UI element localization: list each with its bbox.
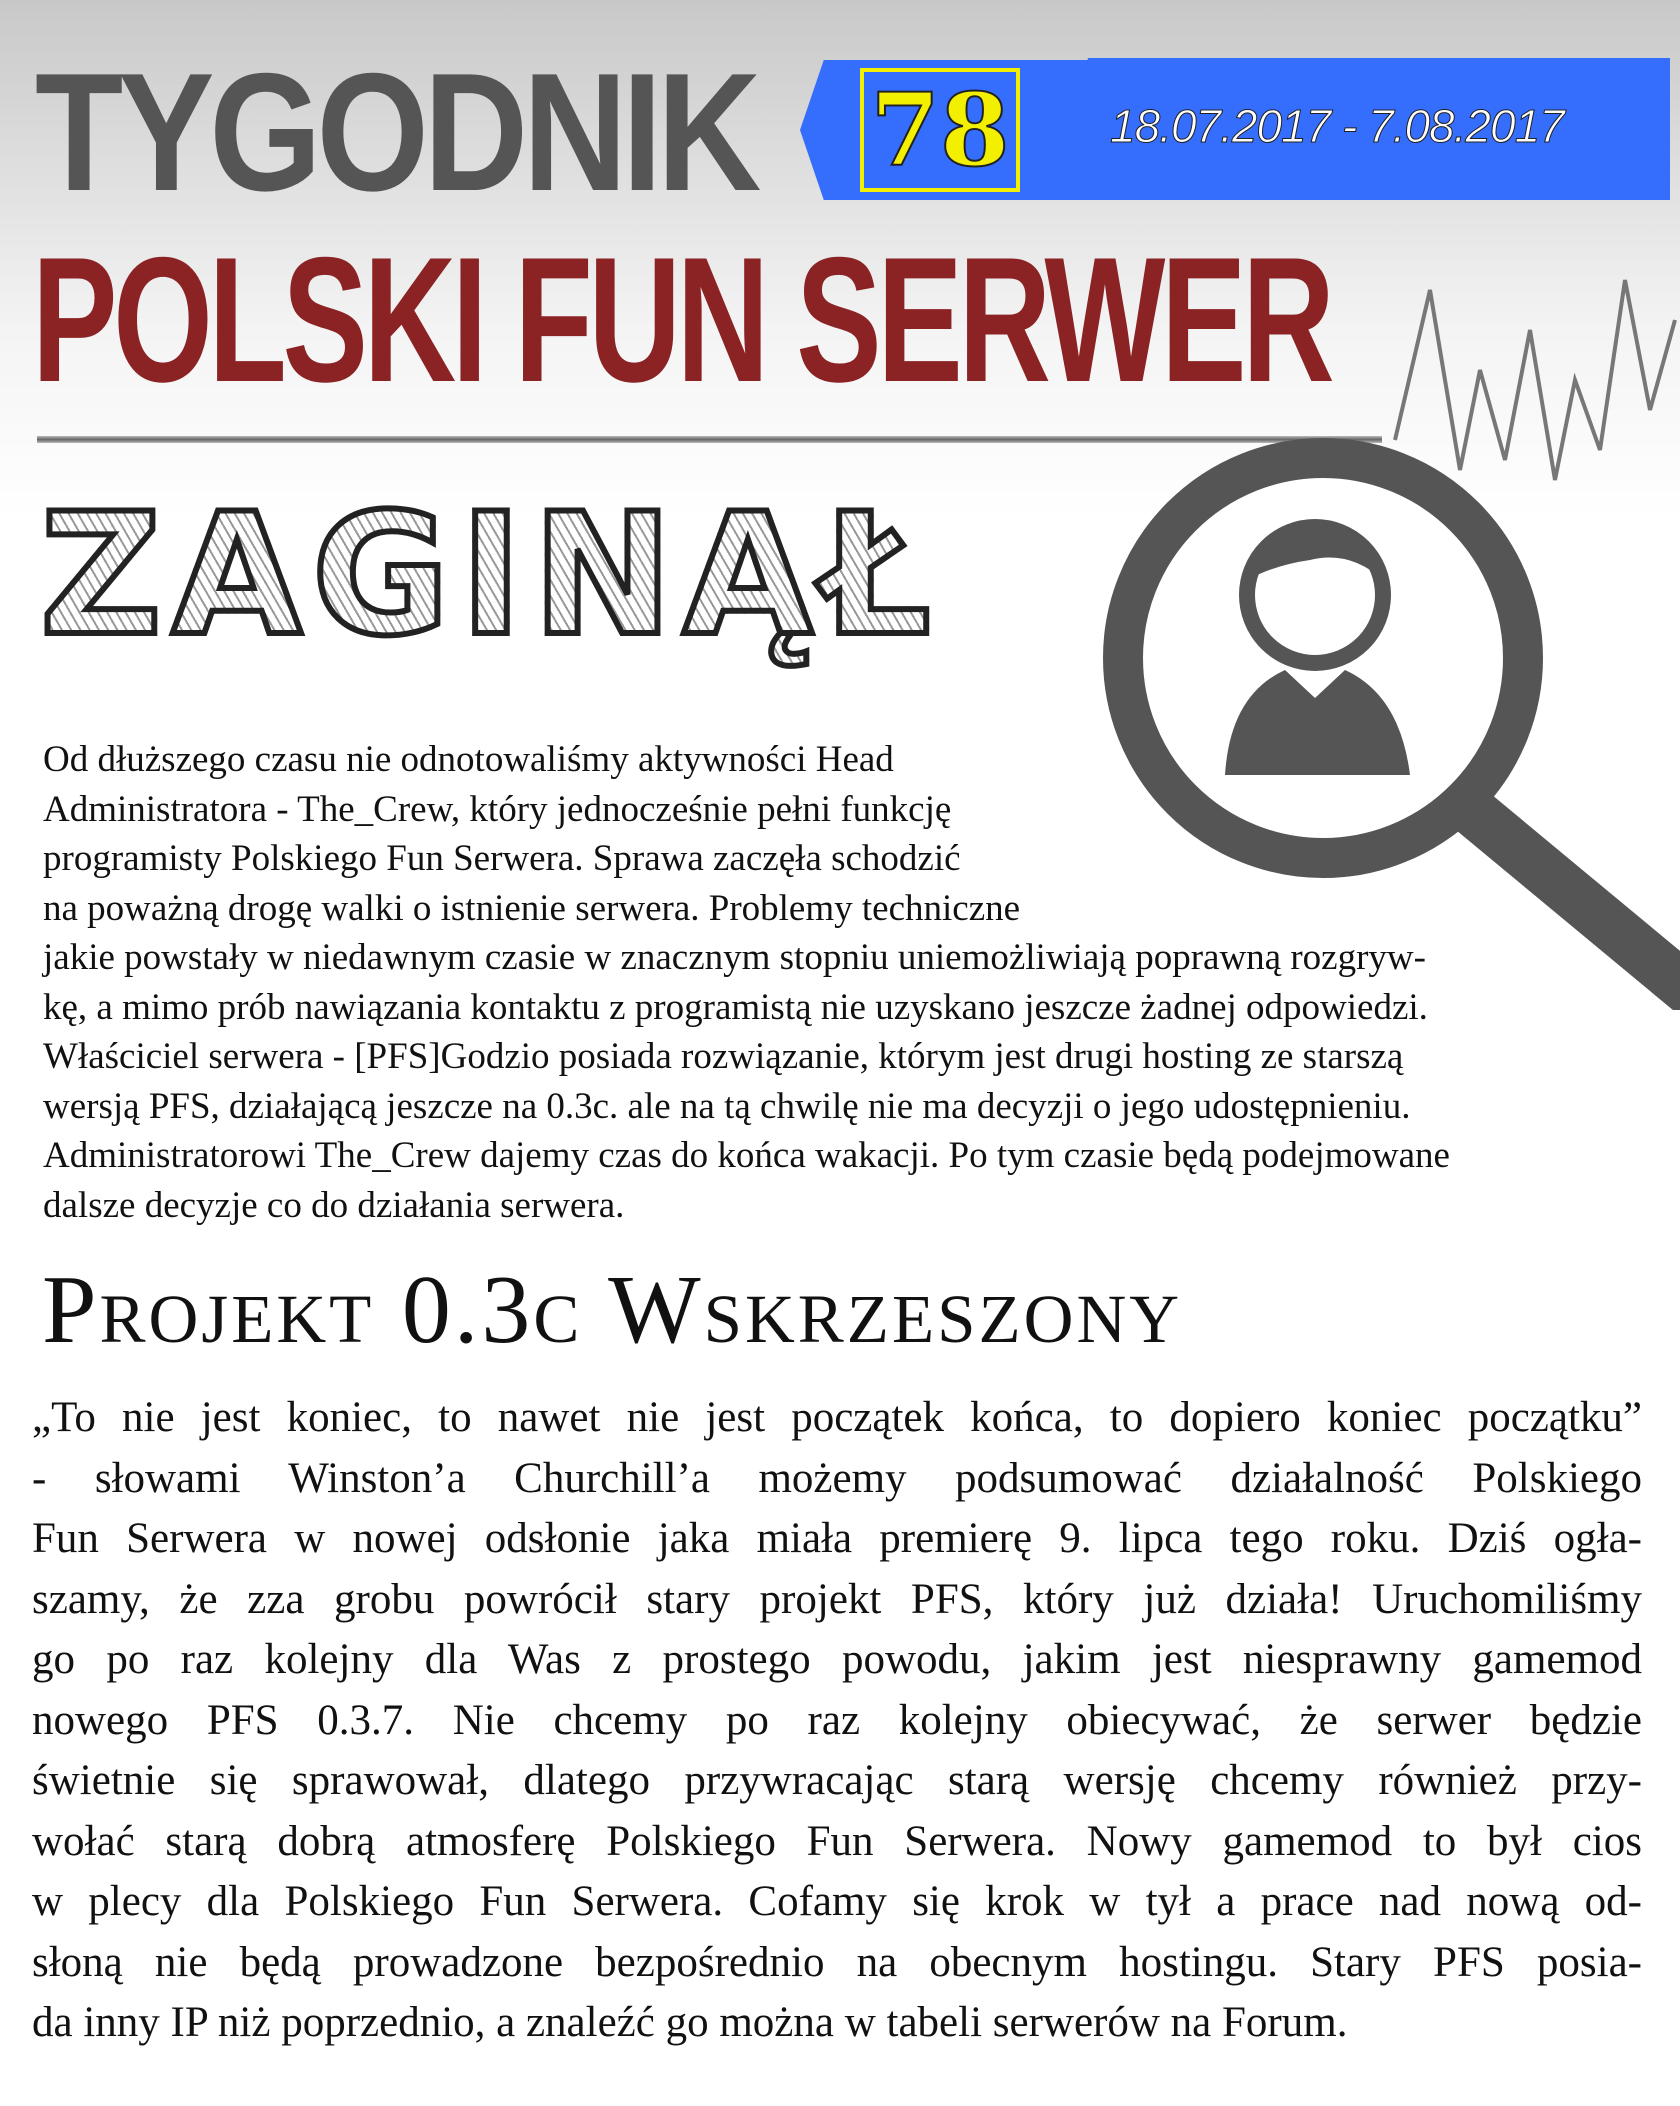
masthead-subtitle: POLSKI FUN SERWER [32, 220, 1331, 419]
text-line: w plecy dla Polskiego Fun Serwera. Cofamy się krok w tył a prace nad nową od- [32, 1878, 1642, 1925]
text-line: dalsze decyzje co do działania serwera. [43, 1184, 625, 1226]
article1-heading: ZAGINĄŁ [40, 477, 941, 673]
text-line: na poważną drogę walki o istnienie serwera. Problemy techniczne [43, 887, 1021, 929]
text-line: go po raz kolejny dla Was z prostego powodu, jakim jest niesprawny gamemod [32, 1636, 1642, 1683]
text-line: kę, a mimo prób nawiązania kontaktu z programistą nie uzyskano jeszcze żadnej odpowiedzi. [43, 986, 1428, 1028]
text-line: słoną nie będą prowadzone bezpośrednio na obecnym hostingu. Stary PFS posia- [32, 1938, 1642, 1986]
date-range: 18.07.2017 - 7.08.2017 [1110, 100, 1564, 152]
text-line: Administratorowi The_Crew dajemy czas do końca wakacji. Po tym czasie będą podejmowane [43, 1135, 1450, 1176]
article1-body [43, 735, 1450, 1230]
text-line: Fun Serwera w nowej odsłonie jaka miała premierę 9. lipca tego roku. Dziś ogła- [32, 1515, 1642, 1562]
text-line: „To nie jest koniec, to nawet nie jest początek końca, to dopiero koniec początku” [32, 1394, 1642, 1441]
text-line: szamy, że zza grobu powrócił stary projekt PFS, który już działa! Uruchomiliśmy [32, 1575, 1642, 1623]
text-line: Od dłuższego czasu nie odnotowaliśmy aktywności Head [43, 739, 894, 780]
text-line: - słowami Winston’a Churchill’a możemy podsumować działalność Polskiego [32, 1454, 1642, 1502]
text-line: wołać starą dobrą atmosferę Polskiego Fun Serwera. Nowy gamemod to był cios [32, 1817, 1642, 1865]
text-line: wersją PFS, działającą jeszcze na 0.3c. ale na tą chwilę nie ma decyzji o jego udostępnieniu. [43, 1085, 1411, 1127]
text-line: jakie powstały w niedawnym czasie w znacznym stopniu uniemożliwiają poprawną rozgryw- [43, 937, 1426, 978]
text-line: nowego PFS 0.3.7. Nie chcemy po raz kolejny obiecywać, że serwer będzie [32, 1696, 1642, 1744]
text-line: da inny IP niż poprzednio, a znaleźć go można w tabeli serwerów na Forum. [32, 1999, 1348, 2046]
text-line: programisty Polskiego Fun Serwera. Sprawa zaczęła schodzić [43, 838, 961, 879]
issue-number-badge: 78 [860, 68, 1020, 192]
article2-heading: Projekt 0.3c Wskrzeszony [42, 1256, 1183, 1364]
text-line: Właściciel serwera - [PFS]Godzio posiada rozwiązanie, którym jest drugi hosting ze starszą [43, 1036, 1404, 1077]
article2-body [32, 1388, 1642, 2054]
text-line: świetnie się sprawował, dlatego przywracając starą wersję chcemy również przy- [32, 1757, 1642, 1804]
masthead-title: TYGODNIK [35, 38, 757, 226]
text-line: Administratora - The_Crew, który jednocześnie pełni funkcję [43, 788, 952, 830]
